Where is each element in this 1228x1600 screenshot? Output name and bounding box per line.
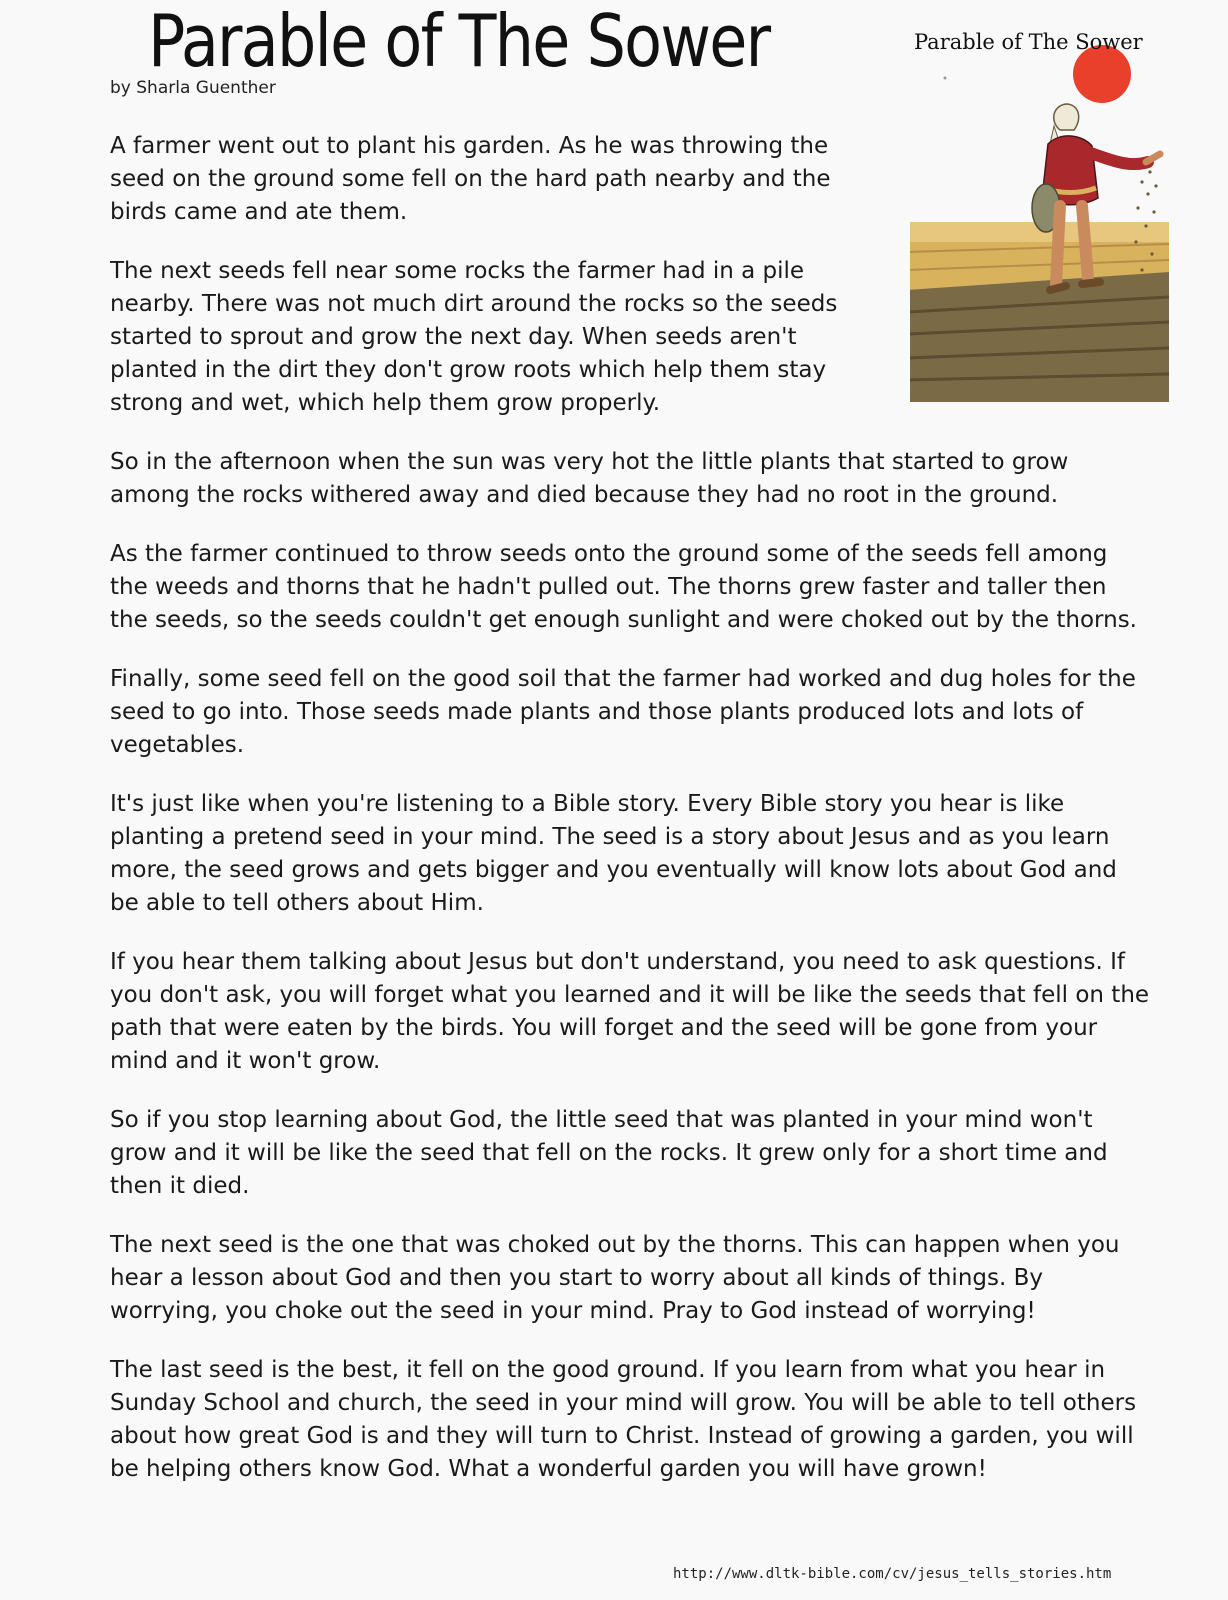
- paragraph: It's just like when you're listening to a Bible story. Every Bible story you hear is like planting a pretend seed in your mind. The seed is a story about Jesus and as you learn more, the seed grows and gets bigger and you eventually will know lots about God and be able to tell others about Him.: [110, 791, 1117, 916]
- paragraph: So if you stop learning about God, the little seed that was planted in your mind won't grow and it will be like the seed that fell on the rocks. It grew only for a short time and then it died.: [110, 1107, 1108, 1199]
- paragraph: The next seeds fell near some rocks the farmer had in a pile nearby. There was not much dirt around the rocks so the seeds started to sprout and grow the next day. When seeds aren't planted in the dirt they don't grow roots which help them stay strong and wet, which help them grow properly.: [110, 258, 838, 416]
- paragraph: The last seed is the best, it fell on the good ground. If you learn from what you hear in Sunday School and church, the seed in your mind will grow. You will be able to tell others about how great God is and they will turn to Christ. Instead of growing a garden, you will be helping others know God. What a wonderful garden you will have grown!: [110, 1357, 1137, 1482]
- paragraph: So in the afternoon when the sun was very hot the little plants that started to grow among the rocks withered away and died because they had no root in the ground.: [110, 449, 1069, 508]
- paragraph: The next seed is the one that was choked out by the thorns. This can happen when you hear a lesson about God and then you start to worry about all kinds of things. By worrying, you choke out the seed in your mind. Pray to God instead of worrying!: [110, 1232, 1120, 1324]
- story-text: [110, 130, 1150, 1512]
- paragraph: A farmer went out to plant his garden. As he was throwing the seed on the ground some fell on the hard path nearby and the birds came and ate them.: [110, 133, 831, 225]
- paragraph: Finally, some seed fell on the good soil that the farmer had worked and dug holes for the seed to go into. Those seeds made plants and those plants produced lots and lots of vegetables.: [110, 666, 1136, 758]
- paragraph: If you hear them talking about Jesus but don't understand, you need to ask questions. If you don't ask, you will forget what you learned and it will be like the seeds that fell on the path that were eaten by the birds. You will forget and the seed will be gone from your mind and it won't grow.: [110, 949, 1150, 1074]
- page-title: Parable of The Sower: [148, 0, 770, 83]
- paragraph: As the farmer continued to throw seeds onto the ground some of the seeds fell among the weeds and thorns that he hadn't pulled out. The thorns grew faster and taller then the seeds, so the seeds couldn't get enough sunlight and were choked out by the thorns.: [110, 541, 1137, 633]
- illustration-caption: Parable of The Sower: [914, 30, 1143, 54]
- author-byline: by Sharla Guenther: [110, 78, 276, 98]
- source-url: http://www.dltk-bible.com/cv/jesus_tells_stories.htm: [673, 1566, 1112, 1582]
